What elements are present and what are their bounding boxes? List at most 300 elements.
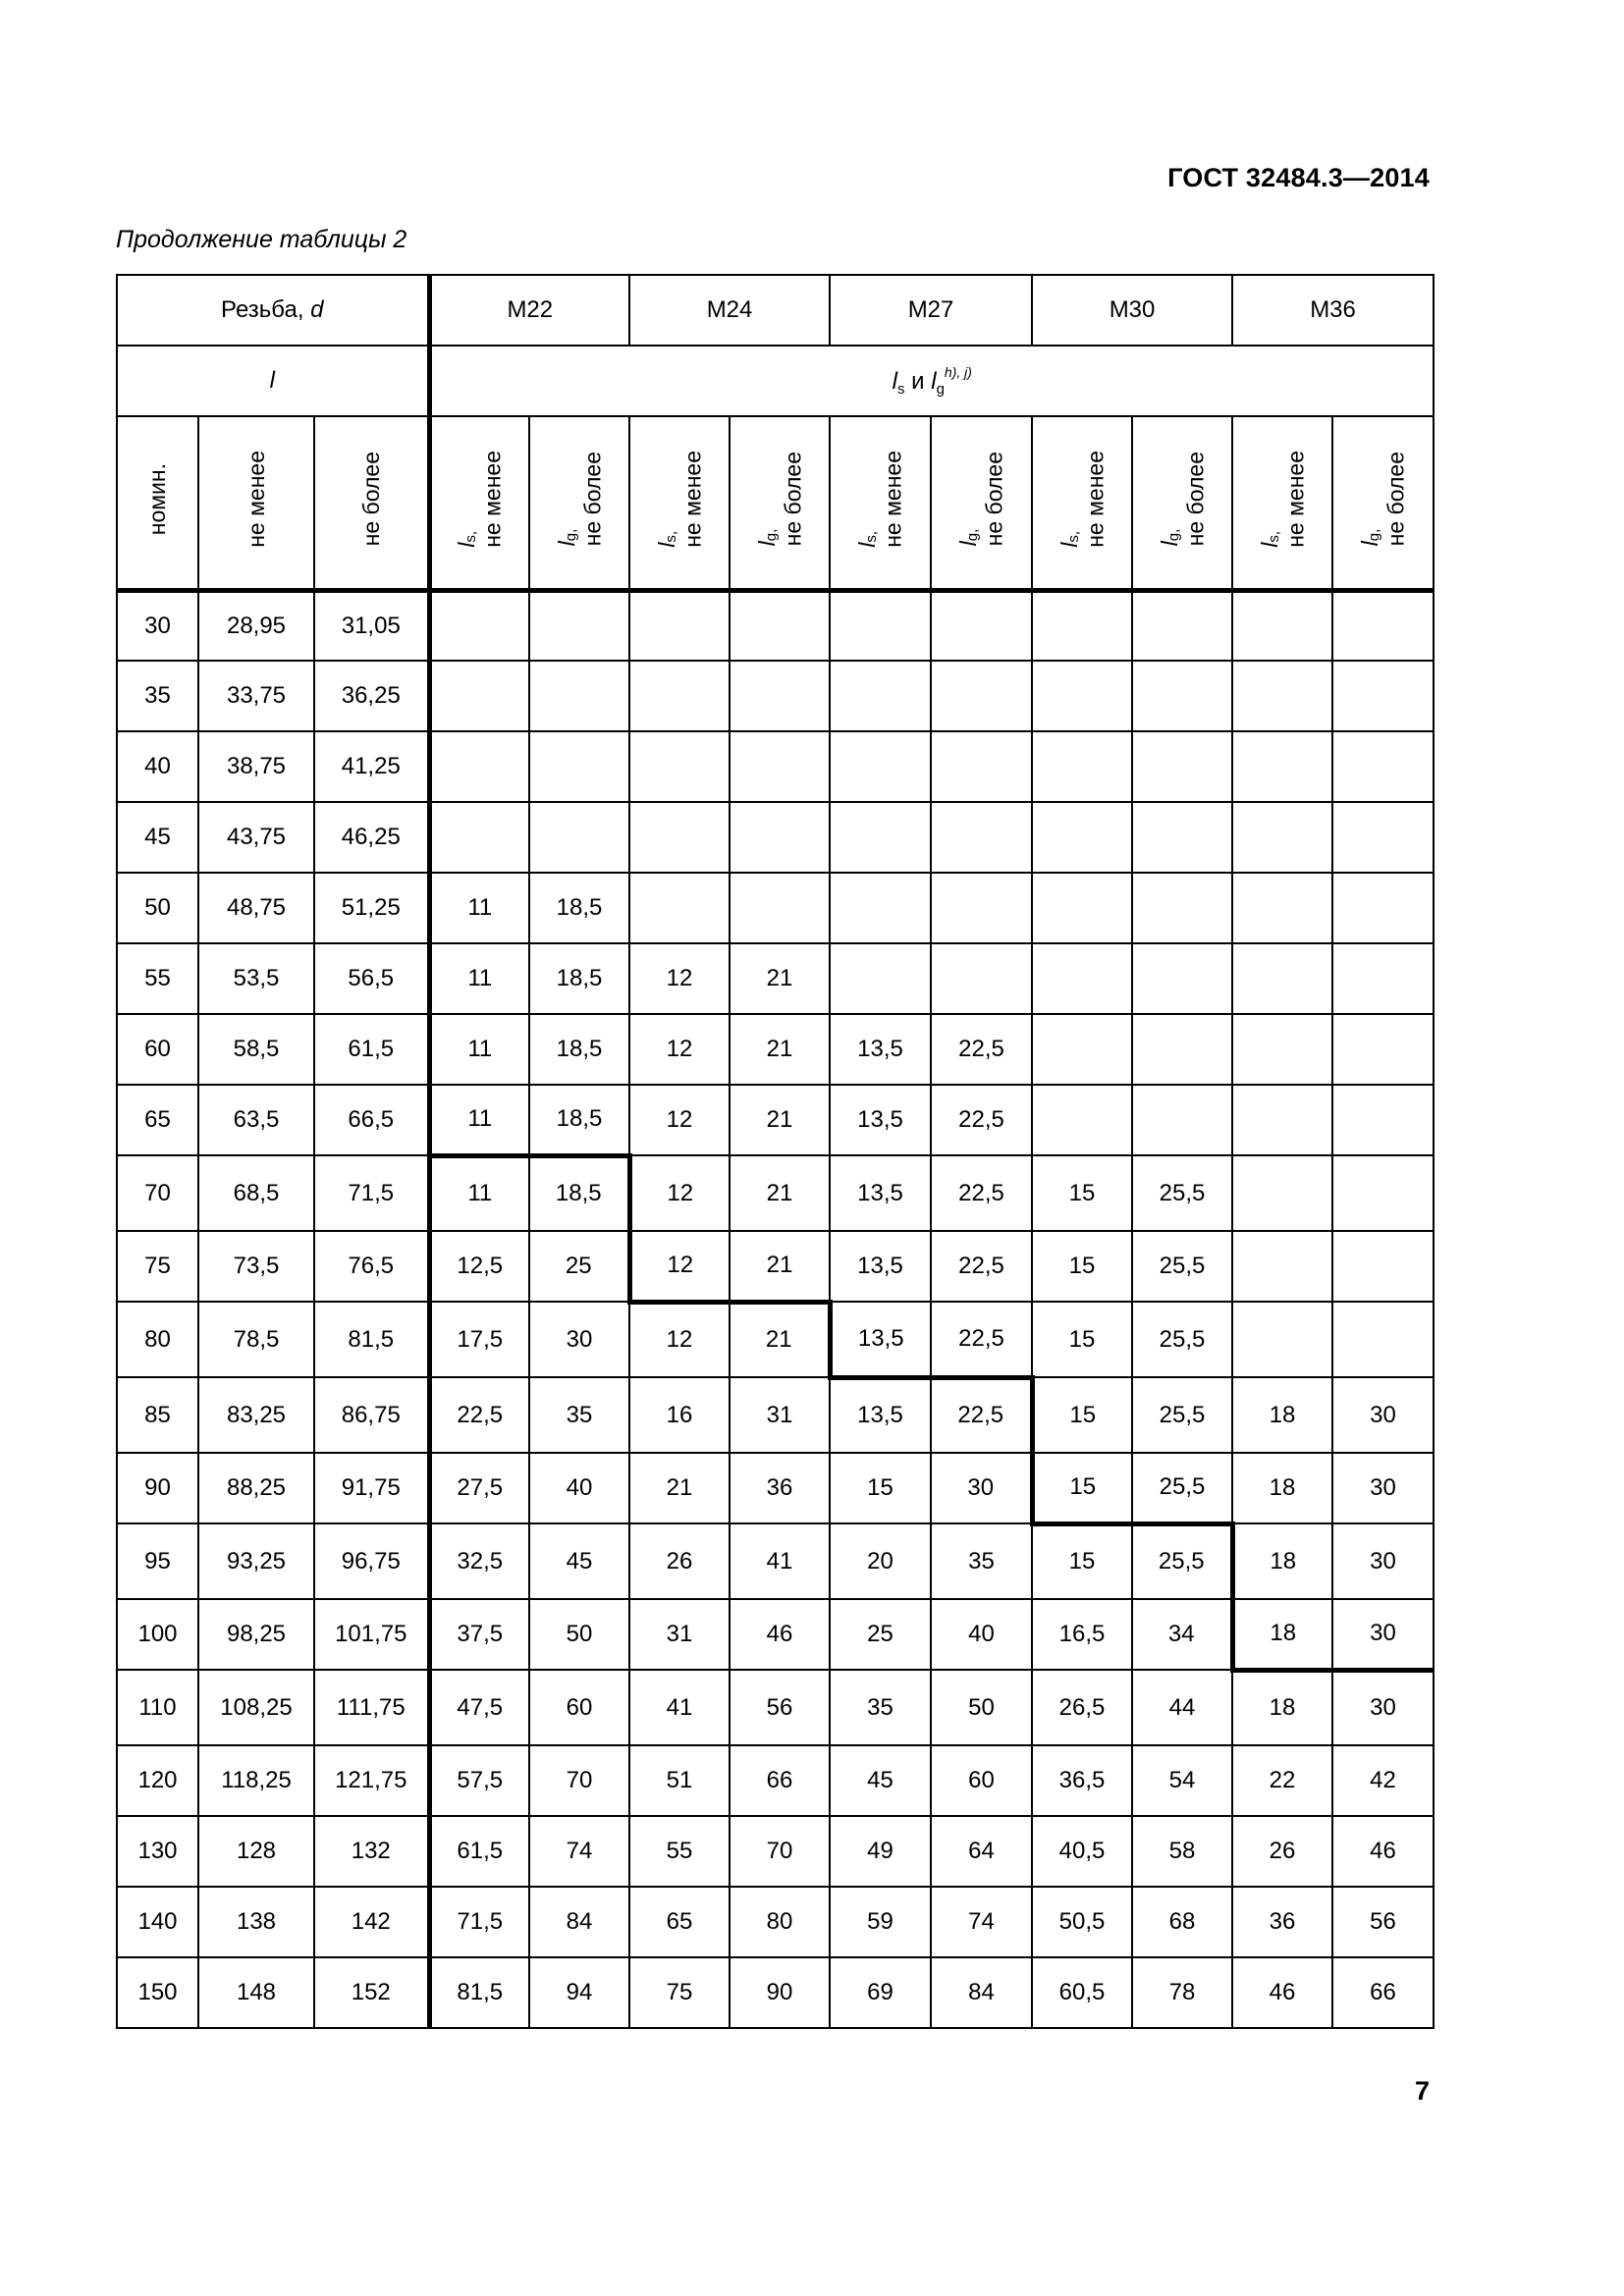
table-cell: 13,5 [830, 1377, 931, 1453]
table-cell: 81,5 [429, 1957, 529, 2028]
table-cell: 120 [117, 1745, 198, 1816]
table-cell [931, 661, 1032, 731]
table-cell [629, 661, 730, 731]
table-cell: 35 [830, 1670, 931, 1745]
table-cell: 12 [629, 1014, 730, 1085]
table-cell: 22,5 [429, 1377, 529, 1453]
table-cell: 74 [931, 1887, 1032, 1957]
table-cell [730, 873, 830, 943]
table-cell: 56 [1332, 1887, 1434, 1957]
table-cell: 50,5 [1032, 1887, 1132, 1957]
thread-m27: M27 [830, 275, 1032, 346]
table-cell: 68 [1132, 1887, 1232, 1957]
thread-m36: M36 [1232, 275, 1434, 346]
table-cell: 30 [117, 590, 198, 661]
table-cell [629, 802, 730, 873]
table-cell [1032, 943, 1132, 1014]
table-cell: 12 [629, 943, 730, 1014]
table-cell: 33,75 [198, 661, 314, 731]
thread-header: Резьба, d [117, 275, 429, 346]
table-cell [1332, 873, 1434, 943]
col-ls-m24: $l_{s,}$ не менее [629, 416, 730, 590]
table-cell: 21 [730, 1014, 830, 1085]
table-cell: 18,5 [529, 1014, 629, 1085]
table-cell: 25,5 [1132, 1377, 1232, 1453]
thread-m22: M22 [429, 275, 629, 346]
table-cell: 22,5 [931, 1302, 1032, 1377]
table-cell: 37,5 [429, 1599, 529, 1670]
table-cell [830, 590, 931, 661]
table-cell: 27,5 [429, 1453, 529, 1523]
table-cell: 18 [1232, 1523, 1332, 1599]
table-cell: 13,5 [830, 1155, 931, 1231]
table-cell [1332, 1302, 1434, 1377]
table-cell: 25,5 [1132, 1302, 1232, 1377]
table-cell: 152 [314, 1957, 429, 2028]
table-row [117, 661, 1434, 731]
table-cell [830, 873, 931, 943]
table-cell: 58,5 [198, 1014, 314, 1085]
table-cell: 90 [117, 1453, 198, 1523]
table-cell: 18 [1232, 1453, 1332, 1523]
table-cell: 30 [1332, 1453, 1434, 1523]
table-cell: 25 [529, 1231, 629, 1302]
table-cell: 36,25 [314, 661, 429, 731]
table-row [117, 1014, 1434, 1085]
table-cell: 12 [629, 1302, 730, 1377]
table-cell: 35 [931, 1523, 1032, 1599]
table-cell: 60 [931, 1745, 1032, 1816]
table-row [117, 1599, 1434, 1670]
table-cell: 18 [1232, 1377, 1332, 1453]
table-cell: 61,5 [314, 1014, 429, 1085]
table-row [117, 802, 1434, 873]
table-cell: 25,5 [1132, 1453, 1232, 1523]
table-cell: 43,75 [198, 802, 314, 873]
table-cell: 74 [529, 1816, 629, 1887]
table-cell: 71,5 [429, 1887, 529, 1957]
table-cell: 60 [529, 1670, 629, 1745]
table-cell [931, 873, 1032, 943]
table-cell [1032, 873, 1132, 943]
table-cell [1332, 943, 1434, 1014]
table-cell [429, 590, 529, 661]
page-number: 7 [1414, 2076, 1430, 2106]
table-cell: 150 [117, 1957, 198, 2028]
table-cell: 31,05 [314, 590, 429, 661]
table-cell: 40,5 [1032, 1816, 1132, 1887]
table-cell [830, 661, 931, 731]
table-cell: 18 [1232, 1599, 1332, 1670]
table-cell: 64 [931, 1816, 1032, 1887]
table-cell [1332, 1231, 1434, 1302]
table-cell: 101,75 [314, 1599, 429, 1670]
table-cell: 36,5 [1032, 1745, 1132, 1816]
table-cell [1132, 731, 1232, 802]
table-cell: 11 [429, 873, 529, 943]
table-cell [529, 802, 629, 873]
table-cell: 148 [198, 1957, 314, 2028]
table-cell: 28,95 [198, 590, 314, 661]
table-cell: 22,5 [931, 1085, 1032, 1155]
table-row [117, 873, 1434, 943]
table-cell: 15 [1032, 1453, 1132, 1523]
table-cell: 50 [931, 1670, 1032, 1745]
table-cell: 63,5 [198, 1085, 314, 1155]
table-cell: 31 [629, 1599, 730, 1670]
table-cell [1232, 1302, 1332, 1377]
table-cell: 75 [629, 1957, 730, 2028]
table-cell: 88,25 [198, 1453, 314, 1523]
table-cell [1232, 943, 1332, 1014]
table-cell: 41 [629, 1670, 730, 1745]
table-row [117, 1453, 1434, 1523]
table-row [117, 1377, 1434, 1453]
table-cell: 22,5 [931, 1014, 1032, 1085]
table-cell: 11 [429, 1155, 529, 1231]
table-cell [1132, 590, 1232, 661]
table-cell [1132, 1014, 1232, 1085]
table-cell: 108,25 [198, 1670, 314, 1745]
table-cell: 15 [1032, 1231, 1132, 1302]
table-cell: 130 [117, 1816, 198, 1887]
table-cell [1132, 661, 1232, 731]
table-cell: 30 [1332, 1523, 1434, 1599]
table-cell: 41 [730, 1523, 830, 1599]
table-cell: 83,25 [198, 1377, 314, 1453]
table-cell: 49 [830, 1816, 931, 1887]
table-cell [730, 731, 830, 802]
table-cell: 21 [629, 1453, 730, 1523]
table-cell: 41,25 [314, 731, 429, 802]
table-cell: 40 [117, 731, 198, 802]
table-cell [1332, 1155, 1434, 1231]
table-cell: 54 [1132, 1745, 1232, 1816]
table-cell: 48,75 [198, 873, 314, 943]
table-cell [1332, 731, 1434, 802]
table-cell: 44 [1132, 1670, 1232, 1745]
table-cell [931, 943, 1032, 1014]
table-cell: 90 [730, 1957, 830, 2028]
table-cell [1232, 661, 1332, 731]
table-caption: Продолжение таблицы 2 [116, 226, 407, 253]
table-cell: 18,5 [529, 943, 629, 1014]
table-cell [1232, 873, 1332, 943]
table-cell: 55 [629, 1816, 730, 1887]
table-cell: 32,5 [429, 1523, 529, 1599]
table-cell [529, 590, 629, 661]
table-cell: 66 [730, 1745, 830, 1816]
table-cell: 11 [429, 943, 529, 1014]
table-cell: 68,5 [198, 1155, 314, 1231]
table-cell [1232, 1155, 1332, 1231]
table-cell: 110 [117, 1670, 198, 1745]
table-cell: 70 [730, 1816, 830, 1887]
table-cell: 12 [629, 1231, 730, 1302]
table-cell: 66 [1332, 1957, 1434, 2028]
table-cell: 42 [1332, 1745, 1434, 1816]
table-cell: 95 [117, 1523, 198, 1599]
table-cell: 86,75 [314, 1377, 429, 1453]
table-cell: 36 [1232, 1887, 1332, 1957]
table-cell [1332, 802, 1434, 873]
table-cell: 18,5 [529, 1085, 629, 1155]
table-cell: 94 [529, 1957, 629, 2028]
table-cell: 51,25 [314, 873, 429, 943]
table-cell: 30 [1332, 1377, 1434, 1453]
table-cell: 56,5 [314, 943, 429, 1014]
table-cell: 45 [830, 1745, 931, 1816]
table-cell: 84 [931, 1957, 1032, 2028]
table-cell [1132, 1085, 1232, 1155]
table-cell: 21 [730, 943, 830, 1014]
table-cell: 47,5 [429, 1670, 529, 1745]
table-cell [1332, 1085, 1434, 1155]
table-cell: 78 [1132, 1957, 1232, 2028]
table-cell: 132 [314, 1816, 429, 1887]
length-header: l [117, 346, 429, 416]
table-cell: 128 [198, 1816, 314, 1887]
table-cell: 56 [730, 1670, 830, 1745]
table-cell: 22,5 [931, 1155, 1032, 1231]
table-cell: 70 [117, 1155, 198, 1231]
table-cell: 50 [529, 1599, 629, 1670]
table-cell: 80 [730, 1887, 830, 1957]
col-ls-m22: $l_{s,}$ не менее [429, 416, 529, 590]
table-cell [1032, 661, 1132, 731]
table-cell: 12 [629, 1085, 730, 1155]
table-cell [931, 802, 1032, 873]
table-cell: 57,5 [429, 1745, 529, 1816]
table-cell: 65 [629, 1887, 730, 1957]
table-row [117, 1957, 1434, 2028]
table-cell: 98,25 [198, 1599, 314, 1670]
table-cell: 93,25 [198, 1523, 314, 1599]
table-cell: 30 [529, 1302, 629, 1377]
table-cell: 11 [429, 1085, 529, 1155]
table-cell: 31 [730, 1377, 830, 1453]
col-ls-m27: $l_{s,}$ не менее [830, 416, 931, 590]
table-cell: 25,5 [1132, 1155, 1232, 1231]
table-cell: 58 [1132, 1816, 1232, 1887]
table-cell: 138 [198, 1887, 314, 1957]
table-cell [429, 661, 529, 731]
table-cell: 40 [931, 1599, 1032, 1670]
table-cell: 35 [529, 1377, 629, 1453]
col-lg-m30: $l_{g,}$ не более [1132, 416, 1232, 590]
col-min: не менее [198, 416, 314, 590]
table-cell: 13,5 [830, 1014, 931, 1085]
table-cell: 17,5 [429, 1302, 529, 1377]
table-cell [529, 731, 629, 802]
table-cell [1232, 590, 1332, 661]
table-cell: 75 [117, 1231, 198, 1302]
table-cell: 21 [730, 1231, 830, 1302]
table-cell [1132, 943, 1232, 1014]
table-cell: 30 [931, 1453, 1032, 1523]
table-cell [1332, 590, 1434, 661]
table-cell: 22,5 [931, 1231, 1032, 1302]
table-cell: 84 [529, 1887, 629, 1957]
col-lg-m36: $l_{g,}$ не более [1332, 416, 1434, 590]
table-cell: 12 [629, 1155, 730, 1231]
table-cell [629, 731, 730, 802]
table-body [117, 590, 1434, 2028]
table-cell: 45 [117, 802, 198, 873]
table-cell: 18,5 [529, 873, 629, 943]
table-cell: 18 [1232, 1670, 1332, 1745]
table-cell: 16 [629, 1377, 730, 1453]
table-cell: 13,5 [830, 1085, 931, 1155]
table-cell: 20 [830, 1523, 931, 1599]
table-cell: 65 [117, 1085, 198, 1155]
table-cell: 78,5 [198, 1302, 314, 1377]
table-cell [1032, 731, 1132, 802]
table-cell [1032, 1085, 1132, 1155]
table-cell [1232, 1231, 1332, 1302]
document-code: ГОСТ 32484.3—2014 [1167, 163, 1430, 192]
table-row [117, 590, 1434, 661]
table-cell [1232, 802, 1332, 873]
table-cell: 100 [117, 1599, 198, 1670]
table-cell [1032, 802, 1132, 873]
table-cell: 121,75 [314, 1745, 429, 1816]
table-cell [830, 943, 931, 1014]
table-cell: 11 [429, 1014, 529, 1085]
col-lg-m27: $l_{g,}$ не более [931, 416, 1032, 590]
table-row [117, 1155, 1434, 1231]
col-max: не более [314, 416, 429, 590]
table-cell: 16,5 [1032, 1599, 1132, 1670]
table-cell: 34 [1132, 1599, 1232, 1670]
table-cell: 26 [629, 1523, 730, 1599]
table-cell [629, 873, 730, 943]
table-cell: 15 [1032, 1377, 1132, 1453]
table-cell [1032, 1014, 1132, 1085]
table-cell [730, 661, 830, 731]
table-cell [429, 731, 529, 802]
table-cell: 140 [117, 1887, 198, 1957]
col-lg-m24: $l_{g,}$ не более [730, 416, 830, 590]
table-cell: 118,25 [198, 1745, 314, 1816]
bolt-length-table [116, 274, 1435, 2029]
table-cell: 21 [730, 1085, 830, 1155]
table-row [117, 1816, 1434, 1887]
table-cell: 45 [529, 1523, 629, 1599]
table-cell: 36 [730, 1453, 830, 1523]
table-cell [1032, 590, 1132, 661]
table-cell [730, 802, 830, 873]
table-cell: 30 [1332, 1670, 1434, 1745]
table-row [117, 1231, 1434, 1302]
table-cell: 22,5 [931, 1377, 1032, 1453]
ls-lg-header: $l_s$ и $l_g^{h), j)}$ [429, 346, 1434, 416]
table-cell [429, 802, 529, 873]
table-cell: 22 [1232, 1745, 1332, 1816]
table-cell: 53,5 [198, 943, 314, 1014]
table-cell [931, 590, 1032, 661]
table-cell: 15 [1032, 1302, 1132, 1377]
table-cell: 66,5 [314, 1085, 429, 1155]
table-cell: 70 [529, 1745, 629, 1816]
table-cell: 18,5 [529, 1155, 629, 1231]
table-cell: 73,5 [198, 1231, 314, 1302]
table-cell [1232, 1085, 1332, 1155]
table-cell: 85 [117, 1377, 198, 1453]
table-cell: 13,5 [830, 1302, 931, 1377]
table-cell: 15 [830, 1453, 931, 1523]
thread-m30: M30 [1032, 275, 1232, 346]
table-cell [931, 731, 1032, 802]
table-row [117, 943, 1434, 1014]
col-ls-m36: $l_{s,}$ не менее [1232, 416, 1332, 590]
table-cell: 26 [1232, 1816, 1332, 1887]
table-cell: 26,5 [1032, 1670, 1132, 1745]
table-cell: 80 [117, 1302, 198, 1377]
table-cell: 50 [117, 873, 198, 943]
table-cell: 60 [117, 1014, 198, 1085]
table-cell: 46 [1332, 1816, 1434, 1887]
table-cell [1332, 661, 1434, 731]
table-cell: 25,5 [1132, 1231, 1232, 1302]
table-row [117, 1670, 1434, 1745]
table-cell: 46 [730, 1599, 830, 1670]
table-cell: 96,75 [314, 1523, 429, 1599]
table-cell: 46,25 [314, 802, 429, 873]
table-cell: 59 [830, 1887, 931, 1957]
table-cell: 30 [1332, 1599, 1434, 1670]
table-cell [1232, 1014, 1332, 1085]
table-cell: 15 [1032, 1155, 1132, 1231]
table-cell: 38,75 [198, 731, 314, 802]
table-cell: 51 [629, 1745, 730, 1816]
thread-m24: M24 [629, 275, 830, 346]
table-cell: 35 [117, 661, 198, 731]
table-cell [1132, 802, 1232, 873]
table-cell: 25 [830, 1599, 931, 1670]
table-cell [629, 590, 730, 661]
table-cell: 40 [529, 1453, 629, 1523]
table-row [117, 731, 1434, 802]
table-cell [1132, 873, 1232, 943]
table-cell: 13,5 [830, 1231, 931, 1302]
table-cell: 21 [730, 1302, 830, 1377]
table-cell [1232, 731, 1332, 802]
table-cell: 15 [1032, 1523, 1132, 1599]
table-cell: 142 [314, 1887, 429, 1957]
table-cell: 12,5 [429, 1231, 529, 1302]
col-nominal: номин. [117, 416, 198, 590]
table-cell: 55 [117, 943, 198, 1014]
table-cell: 61,5 [429, 1816, 529, 1887]
table-cell [830, 731, 931, 802]
table-cell: 25,5 [1132, 1523, 1232, 1599]
table-cell: 91,75 [314, 1453, 429, 1523]
table-row [117, 1085, 1434, 1155]
table-cell: 81,5 [314, 1302, 429, 1377]
table-cell [830, 802, 931, 873]
table-cell: 76,5 [314, 1231, 429, 1302]
table-cell [1332, 1014, 1434, 1085]
table-row [117, 1745, 1434, 1816]
table-cell: 111,75 [314, 1670, 429, 1745]
table-cell: 69 [830, 1957, 931, 2028]
col-ls-m30: $l_{s,}$ не менее [1032, 416, 1132, 590]
table-cell: 71,5 [314, 1155, 429, 1231]
table-row [117, 1523, 1434, 1599]
col-lg-m22: $l_{g,}$ не более [529, 416, 629, 590]
table-row [117, 1887, 1434, 1957]
